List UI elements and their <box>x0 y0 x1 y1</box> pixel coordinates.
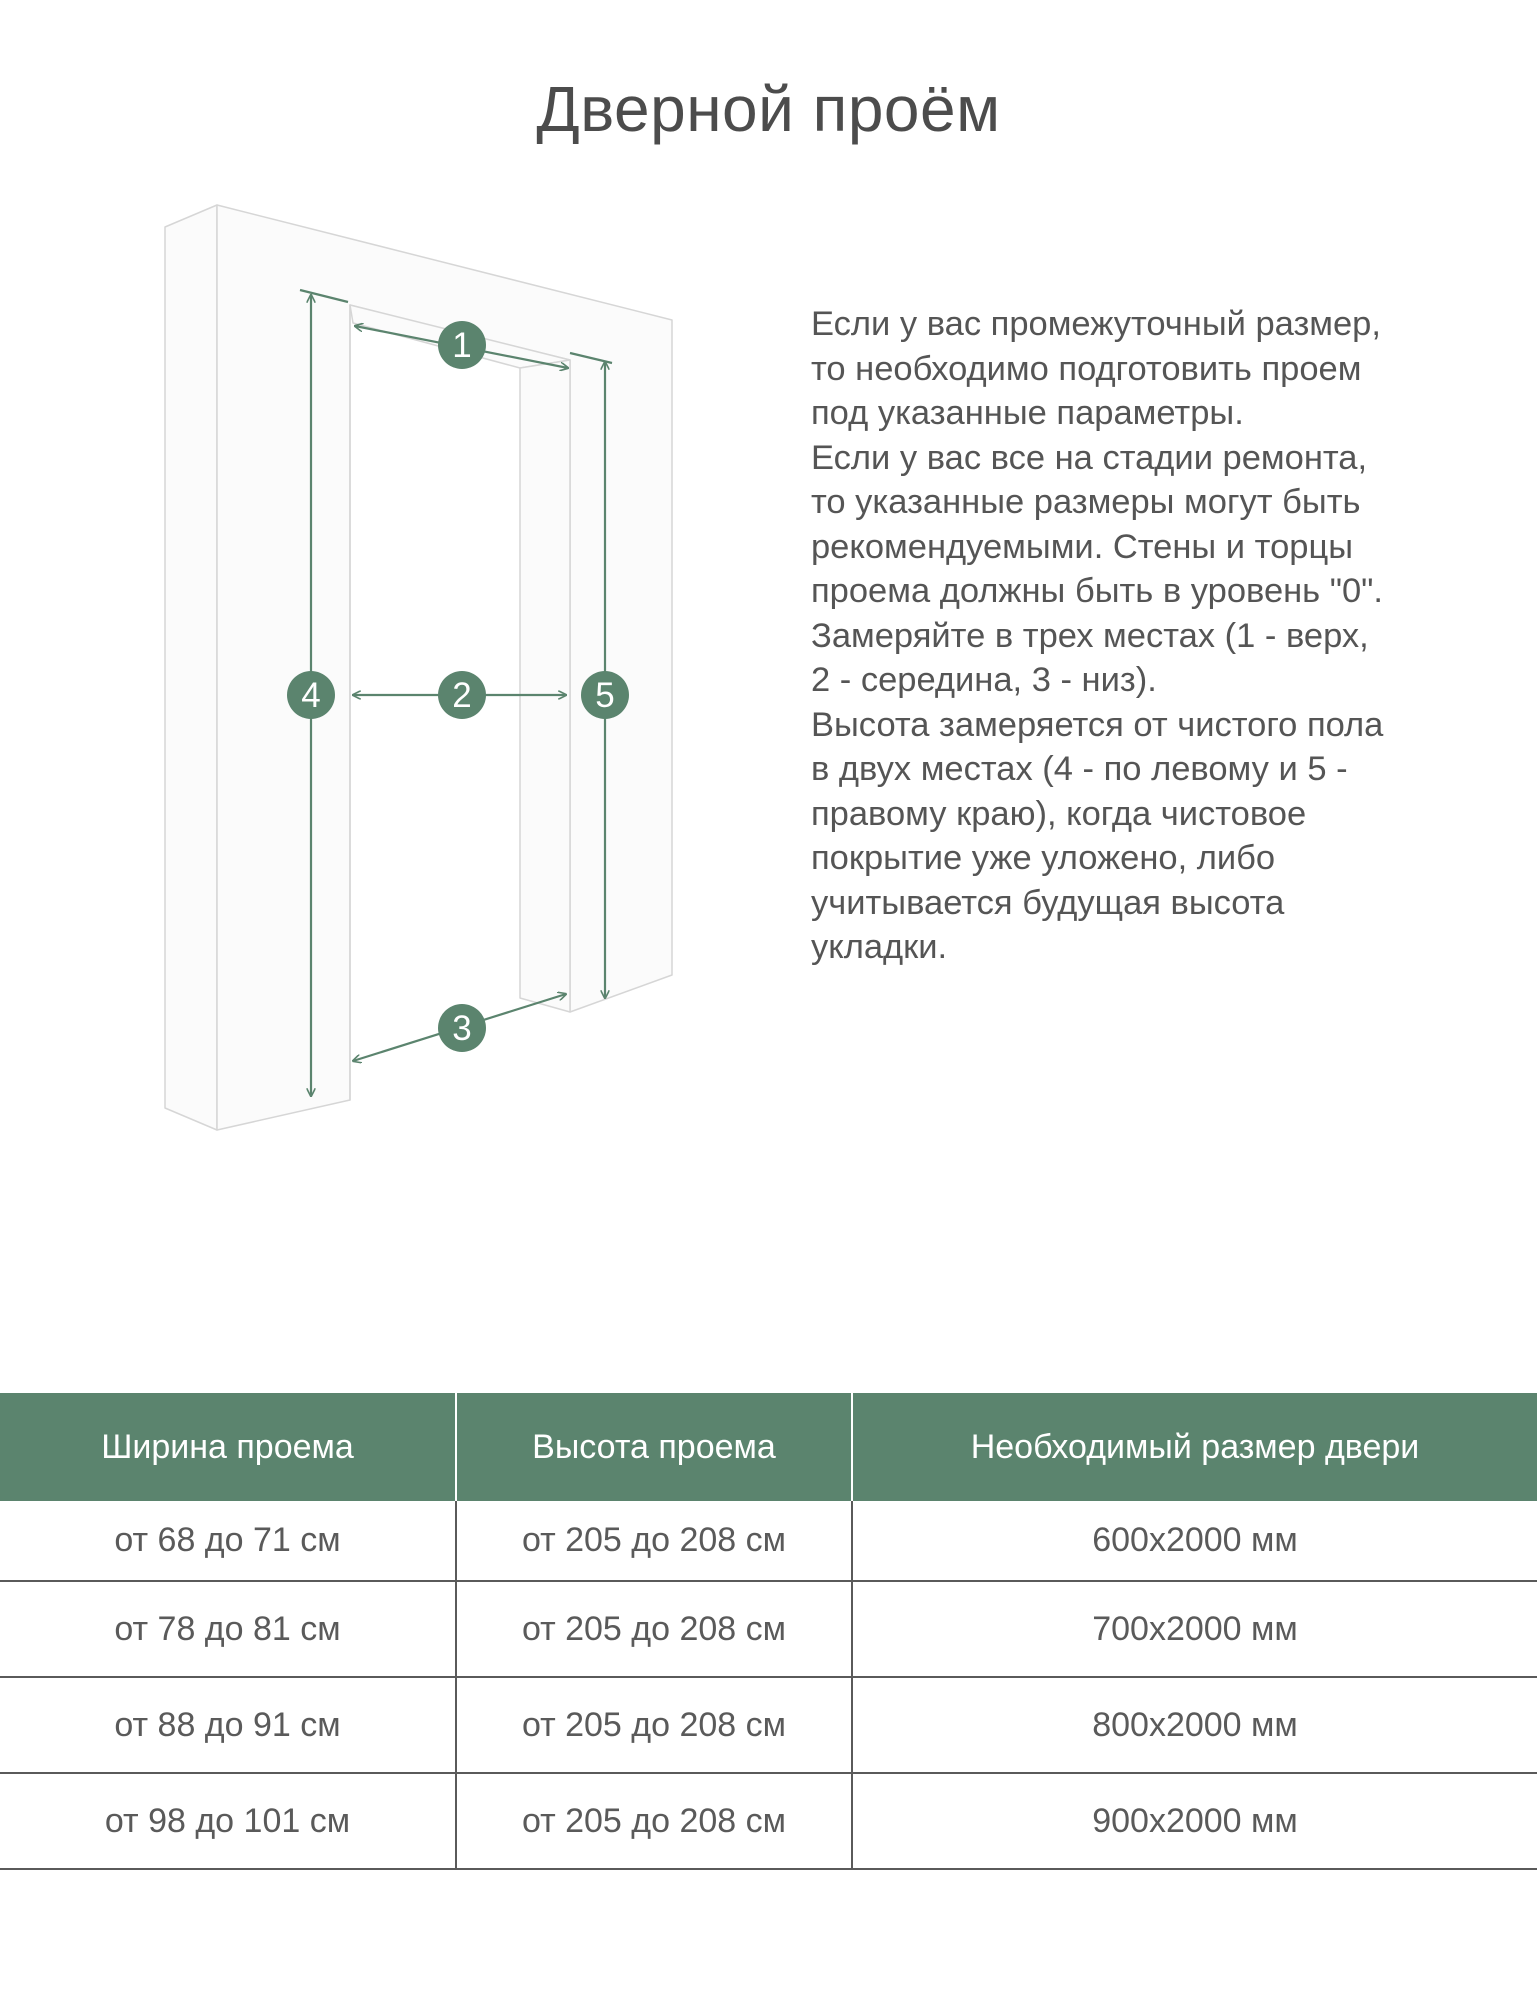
measurement-instructions <box>811 302 1471 970</box>
cell-opening-height: от 205 до 208 см <box>456 1773 852 1869</box>
cell-door-size: 900х2000 мм <box>852 1773 1537 1869</box>
marker-3-label: 3 <box>452 1009 472 1048</box>
cell-door-size: 800х2000 мм <box>852 1677 1537 1773</box>
header-door-size: Необходимый размер двери <box>852 1393 1537 1501</box>
cell-opening-width: от 98 до 101 см <box>0 1773 456 1869</box>
instruction-line: Если у вас все на стадии ремонта, <box>811 438 1368 477</box>
marker-2 <box>438 671 486 719</box>
marker-1 <box>438 321 486 369</box>
marker-5 <box>581 671 629 719</box>
cell-door-size: 600х2000 мм <box>852 1501 1537 1581</box>
instruction-line: укладки. <box>811 928 948 966</box>
marker-2-label: 2 <box>452 676 472 715</box>
door-size-table <box>0 1393 1537 1870</box>
cell-opening-width: от 88 до 91 см <box>0 1677 456 1773</box>
instruction-line: Высота замеряется от чистого пола <box>811 705 1384 744</box>
cell-opening-width: от 78 до 81 см <box>0 1581 456 1677</box>
cell-opening-width: от 68 до 71 см <box>0 1501 456 1581</box>
instruction-line: рекомендуемыми. Стены и торцы <box>811 527 1354 566</box>
table-row <box>0 1581 1537 1677</box>
cell-opening-height: от 205 до 208 см <box>456 1581 852 1677</box>
cell-opening-height: от 205 до 208 см <box>456 1677 852 1773</box>
cell-opening-height: от 205 до 208 см <box>456 1501 852 1581</box>
marker-1-label: 1 <box>452 326 472 365</box>
marker-4 <box>287 671 335 719</box>
header-opening-height: Высота проема <box>456 1393 852 1501</box>
instruction-line: в двух местах (4 - по левому и 5 - <box>811 750 1348 788</box>
opening-right-reveal <box>520 360 570 1012</box>
marker-3 <box>438 1004 486 1052</box>
instruction-line: Замеряйте в трех местах (1 - верх, <box>811 616 1369 655</box>
instruction-line: учитывается будущая высота <box>811 883 1285 922</box>
door-opening-diagram <box>150 195 690 1145</box>
instruction-line: покрытие уже уложено, либо <box>811 839 1276 877</box>
header-opening-width: Ширина проема <box>0 1393 456 1501</box>
table-row <box>0 1677 1537 1773</box>
wall-left-edge <box>165 205 217 1130</box>
instruction-line: 2 - середина, 3 - низ). <box>811 661 1157 699</box>
instruction-line: то указанные размеры могут быть <box>811 483 1361 521</box>
table-row <box>0 1773 1537 1869</box>
cell-door-size: 700х2000 мм <box>852 1581 1537 1677</box>
instruction-line: то необходимо подготовить проем <box>811 349 1362 388</box>
marker-4-label: 4 <box>301 676 321 715</box>
instruction-line: проема должны быть в уровень "0". <box>811 572 1384 610</box>
instruction-line: под указанные параметры. <box>811 394 1244 432</box>
table-row <box>0 1501 1537 1581</box>
table-header-row <box>0 1393 1537 1501</box>
instruction-line: Если у вас промежуточный размер, <box>811 305 1381 343</box>
wall-frame <box>165 205 672 1130</box>
instruction-line: правому краю), когда чистовое <box>811 794 1307 833</box>
marker-5-label: 5 <box>595 676 615 715</box>
page-title: Дверной проём <box>536 73 1001 145</box>
